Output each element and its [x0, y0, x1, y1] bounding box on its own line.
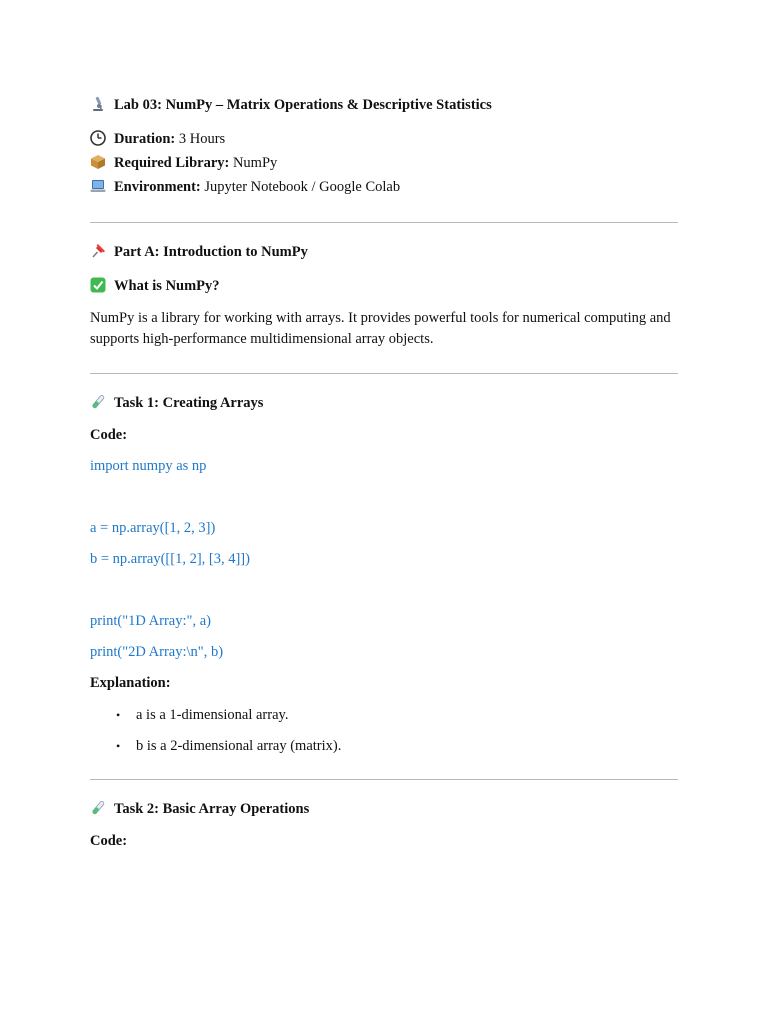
divider: [90, 373, 678, 374]
task-2-code-label: Code:: [90, 833, 128, 849]
bullet-marker: •: [116, 739, 121, 753]
duration-line: [90, 130, 225, 148]
code-line: import numpy as np: [90, 458, 207, 474]
part-a-heading: [90, 243, 308, 261]
task-2-heading: [90, 800, 309, 818]
numpy-description: NumPy is a library for working with arrays. It provides powerful tools for numerical computing and supports high-performance multidimensional array objects.: [90, 310, 671, 347]
code-line: print("1D Array:", a): [90, 613, 211, 629]
bullet-item: a is a 1-dimensional array.: [136, 707, 289, 723]
package-icon: [90, 154, 106, 170]
environment-label: Environment:: [114, 179, 201, 195]
task-1-heading: [90, 394, 263, 412]
code-line: print("2D Array:\n", b): [90, 644, 224, 660]
task-2-heading-text: Task 2: Basic Array Operations: [114, 801, 310, 817]
test-tube-icon: [90, 394, 106, 410]
explanation-label: Explanation:: [90, 675, 171, 691]
clock-icon: [90, 130, 106, 146]
lab-title-text: Lab 03: NumPy – Matrix Operations & Descriptive Statistics: [114, 97, 492, 113]
laptop-icon: [90, 178, 106, 194]
code-line: b = np.array([[1, 2], [3, 4]]): [90, 551, 250, 567]
part-a-heading-text: Part A: Introduction to NumPy: [114, 244, 308, 260]
what-is-numpy-text: What is NumPy?: [114, 278, 220, 294]
check-mark-icon: [90, 277, 106, 293]
library-line: [90, 154, 277, 172]
duration-value: 3 Hours: [175, 131, 226, 147]
library-value: NumPy: [229, 155, 278, 171]
lab-title: [90, 96, 492, 114]
bullet-item: b is a 2-dimensional array (matrix).: [136, 738, 342, 754]
bullet-marker: •: [116, 708, 121, 722]
environment-value: Jupyter Notebook / Google Colab: [200, 179, 401, 195]
task-1-heading-text: Task 1: Creating Arrays: [114, 395, 264, 411]
code-line: a = np.array([1, 2, 3]): [90, 520, 216, 536]
library-label: Required Library:: [114, 155, 230, 171]
what-is-numpy-heading: [90, 277, 220, 295]
environment-line: [90, 178, 400, 196]
microscope-icon: [90, 96, 106, 112]
task-1-code-label: Code:: [90, 427, 128, 443]
duration-label: Duration:: [114, 131, 176, 147]
pushpin-icon: [90, 243, 106, 259]
divider: [90, 779, 678, 780]
divider: [90, 222, 678, 223]
test-tube-icon: [90, 800, 106, 816]
